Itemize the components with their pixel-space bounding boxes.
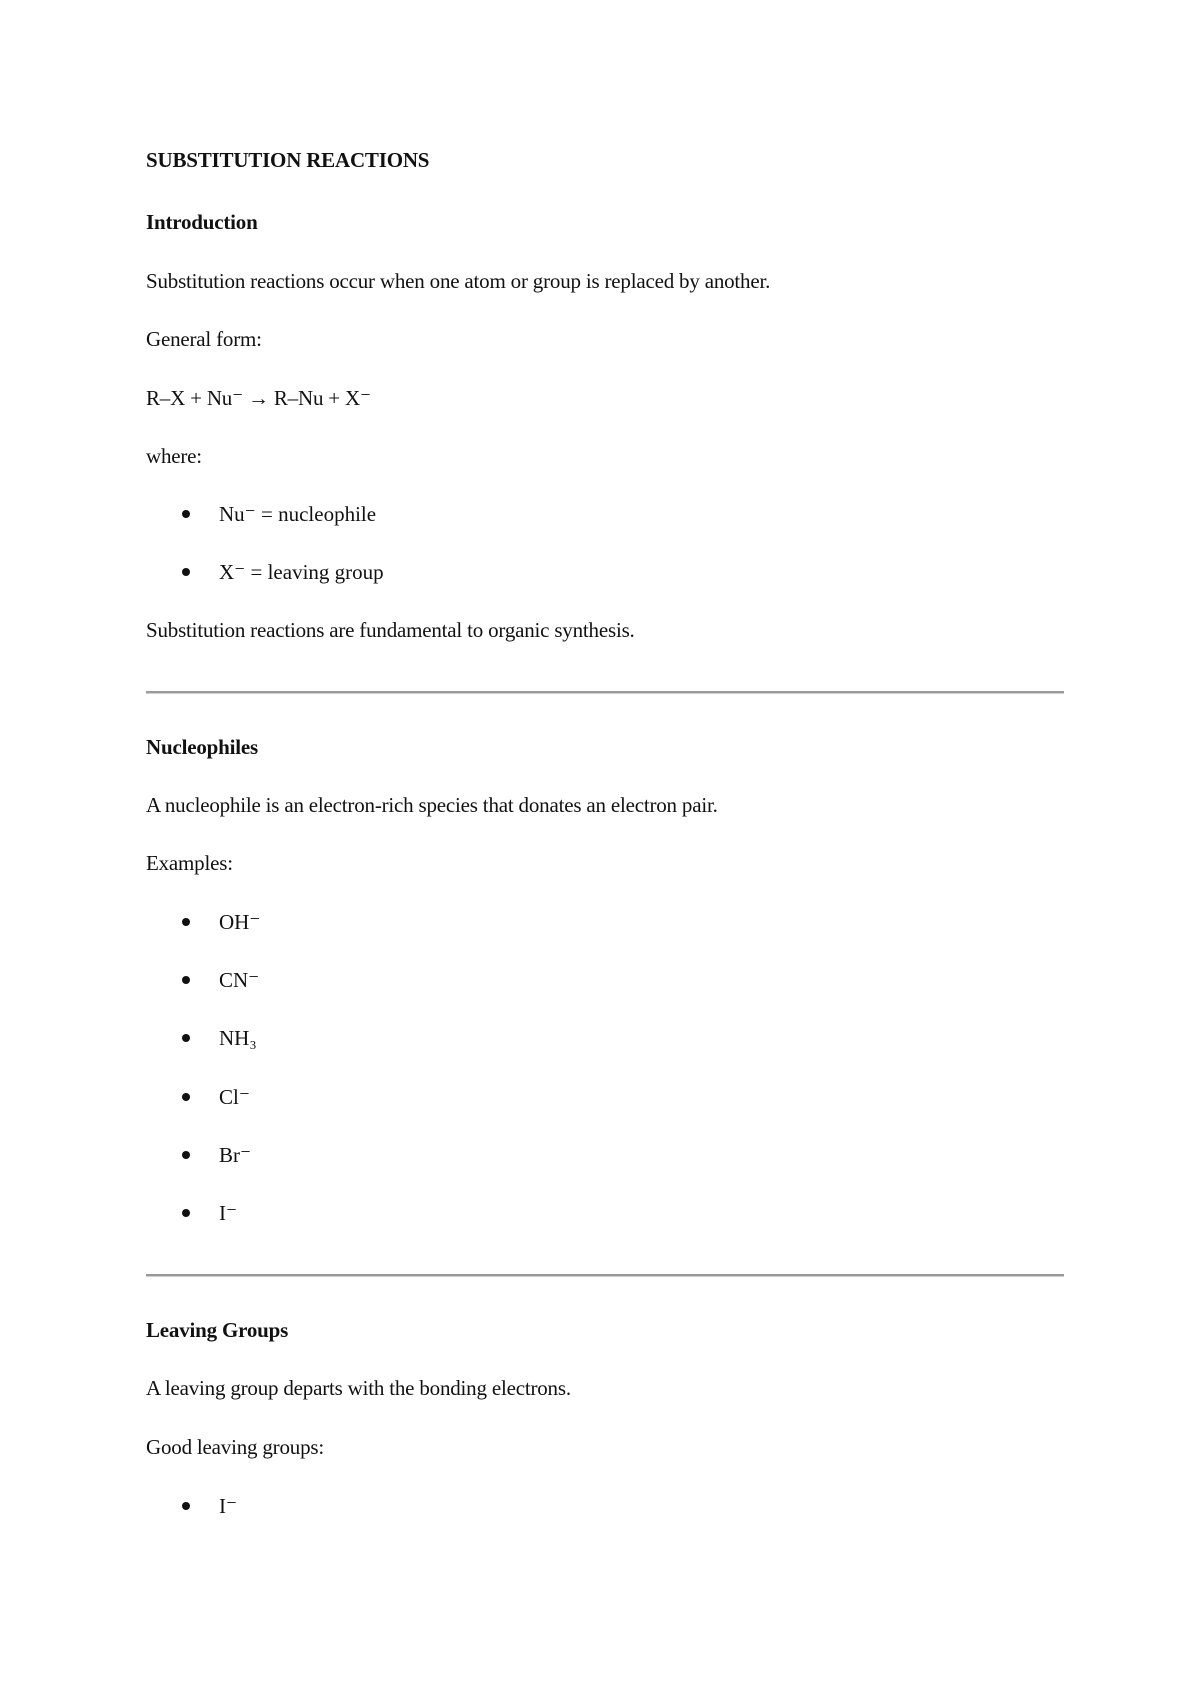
list-item-text: OH⁻	[219, 910, 261, 934]
good-leaving-groups-label: Good leaving groups:	[146, 1435, 324, 1459]
reaction-equation: R–X + Nu⁻ → R–Nu + X⁻	[146, 386, 371, 410]
bullet-icon	[182, 510, 190, 518]
section-heading-introduction: Introduction	[146, 210, 258, 234]
horizontal-divider	[146, 1274, 1064, 1277]
document-page	[146, 0, 1064, 1696]
nucleophile-definition: A nucleophile is an electron-rich species that donates an electron pair.	[146, 793, 718, 817]
bullet-icon	[182, 1034, 190, 1042]
leaving-group-definition: A leaving group departs with the bonding electrons.	[146, 1376, 571, 1400]
bullet-icon	[182, 918, 190, 926]
list-item-text: I⁻	[219, 1201, 238, 1225]
list-item-text: I⁻	[219, 1494, 238, 1518]
document-title: SUBSTITUTION REACTIONS	[146, 148, 430, 172]
section-heading-nucleophiles: Nucleophiles	[146, 735, 258, 759]
examples-label: Examples:	[146, 851, 233, 875]
bullet-icon	[182, 976, 190, 984]
bullet-icon	[182, 1209, 190, 1217]
intro-sentence: Substitution reactions occur when one atom or group is replaced by another.	[146, 269, 771, 293]
bullet-icon	[182, 1151, 190, 1159]
list-item-text: Br⁻	[219, 1143, 252, 1167]
bullet-icon	[182, 1093, 190, 1101]
horizontal-divider	[146, 691, 1064, 694]
list-item-text: Cl⁻	[219, 1085, 250, 1109]
list-item-text: NH₃	[219, 1026, 257, 1050]
list-item-text: CN⁻	[219, 968, 260, 992]
bullet-icon	[182, 1502, 190, 1510]
where-label: where:	[146, 444, 202, 468]
bullet-icon	[182, 568, 190, 576]
list-item-text: Nu⁻ = nucleophile	[219, 502, 377, 526]
list-item-text: X⁻ = leaving group	[219, 560, 384, 584]
section-heading-leaving-groups: Leaving Groups	[146, 1318, 289, 1342]
intro-closing: Substitution reactions are fundamental to organic synthesis.	[146, 618, 635, 642]
general-form-label: General form:	[146, 327, 262, 351]
